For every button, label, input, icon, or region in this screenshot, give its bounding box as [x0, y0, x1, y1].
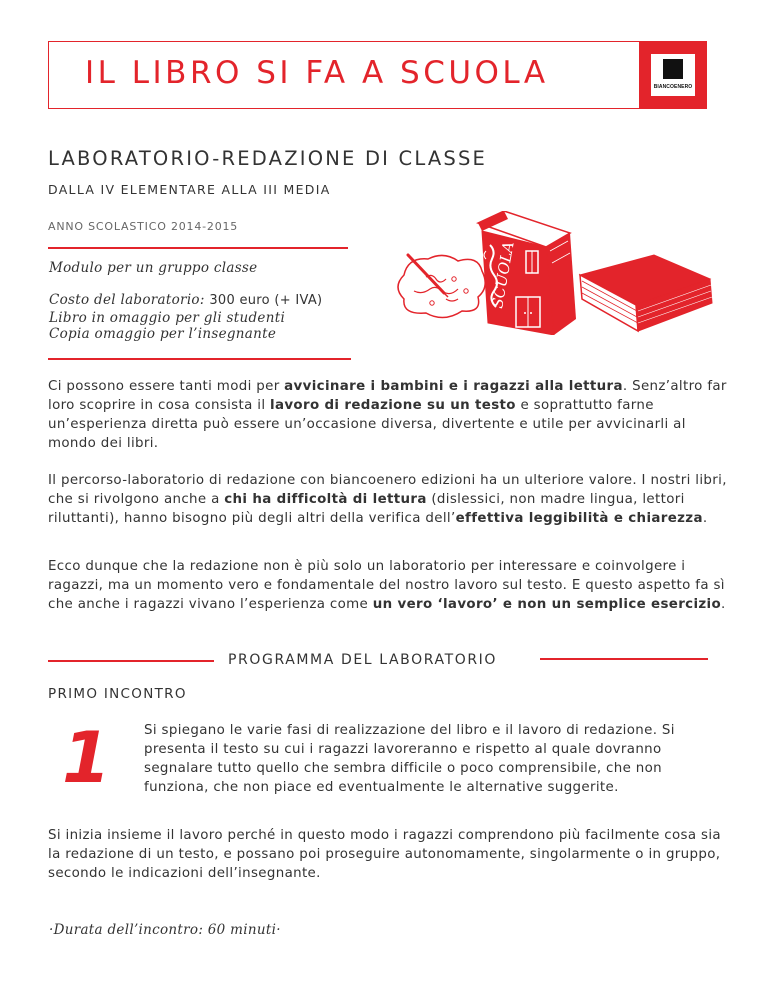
value-paragraph [48, 471, 728, 528]
cost-value: 300 euro (+ IVA) [209, 293, 323, 308]
divider-bottom [48, 358, 351, 360]
emphasis: chi ha difficoltà di lettura [224, 492, 427, 507]
session-description: Si spiegano le varie fasi di realizzazione del libro e il lavoro di redazione. Si presenta il testo su cui i ragazzi lavoreranno e rispetto al quale dovranno segnalare tutto quello che sembra difficile o poco comprensibile, che non funziona, che non piace ed eventualmente le alternative suggerite. [144, 723, 675, 795]
cost-line [49, 292, 322, 310]
text-span: Ecco dunque che la redazione non è più solo un laboratorio per interessare e coinvolgere i ragazzi, ma un momento vero e fondamentale del nostro lavoro sul testo. E questo aspetto fa sì che anche i ragazzi vivano l’esperienza come [48, 559, 725, 612]
page-title: IL LIBRO SI FA A SCUOLA [85, 55, 549, 91]
paper-sheet-icon [398, 255, 485, 318]
logo-text: BIANCOENERO [653, 84, 693, 90]
emphasis: un vero ‘lavoro’ e non un semplice esercizio [372, 597, 722, 612]
grade-range: DALLA IV ELEMENTARE ALLA III MEDIA [48, 182, 331, 197]
lying-book-icon [580, 255, 712, 331]
standing-book-icon [478, 211, 576, 335]
free-book-line: Libro in omaggio per gli studenti [49, 309, 286, 326]
text-span: . [721, 597, 726, 612]
module-text: Modulo per un gruppo classe [49, 260, 258, 276]
conclusion-paragraph [48, 557, 728, 614]
book-spine-text: SCUOLA [488, 240, 518, 310]
books-illustration [386, 211, 716, 335]
session-number: 1 [62, 717, 111, 799]
session-title: PRIMO INCONTRO [48, 686, 187, 702]
emphasis: lavoro di redazione su un testo [270, 398, 516, 413]
session-duration: ·Durata dell’incontro: 60 minuti· [49, 922, 281, 938]
lab-heading: LABORATORIO-REDAZIONE DI CLASSE [48, 147, 488, 170]
text-span: . [702, 511, 708, 526]
cost-details [49, 292, 322, 343]
logo-badge [651, 54, 695, 96]
text-span: e soprattutto farne un’esperienza diretta può essere un’occasione diversa, divertente e utile per avvicinarli al mondo dei libri. [48, 398, 686, 451]
text-span: (dislessici, non madre lingua, lettori riluttanti), hanno bisogno più degli altri della verifica dell’ [48, 492, 685, 526]
text-span: Ci possono essere tanti modi per [48, 379, 285, 394]
school-year: ANNO SCOLASTICO 2014-2015 [48, 220, 239, 233]
header-box [48, 41, 707, 109]
cost-label: Costo del laboratorio: [49, 292, 205, 308]
emphasis: avvicinare i bambini e i ragazzi alla lettura [284, 379, 623, 394]
session-followup: Si inizia insieme il lavoro perché in questo modo i ragazzi comprendono più facilmente cosa sia la redazione di un testo, e possano poi proseguire autonomamente, singolarmente o in gruppo, secondo le indicazioni dell’insegnante. [48, 828, 721, 881]
free-copy-line: Copia omaggio per l’insegnante [49, 326, 277, 342]
emphasis: effettiva leggibilità e chiarezza [455, 511, 703, 526]
intro-paragraph [48, 377, 728, 453]
section-divider-left [48, 660, 214, 662]
text-span: Il percorso-laboratorio di redazione con biancoenero edizioni ha un ulteriore valore. I nostri libri, che si rivolgono anche a [48, 473, 727, 507]
publisher-logo [639, 41, 707, 109]
divider-top [48, 247, 348, 249]
program-title: PROGRAMMA DEL LABORATORIO [228, 652, 498, 668]
text-span: . Senz’altro far loro scoprire in cosa consista il [48, 379, 727, 413]
logo-square-icon [663, 59, 683, 79]
section-divider-right [540, 658, 708, 660]
